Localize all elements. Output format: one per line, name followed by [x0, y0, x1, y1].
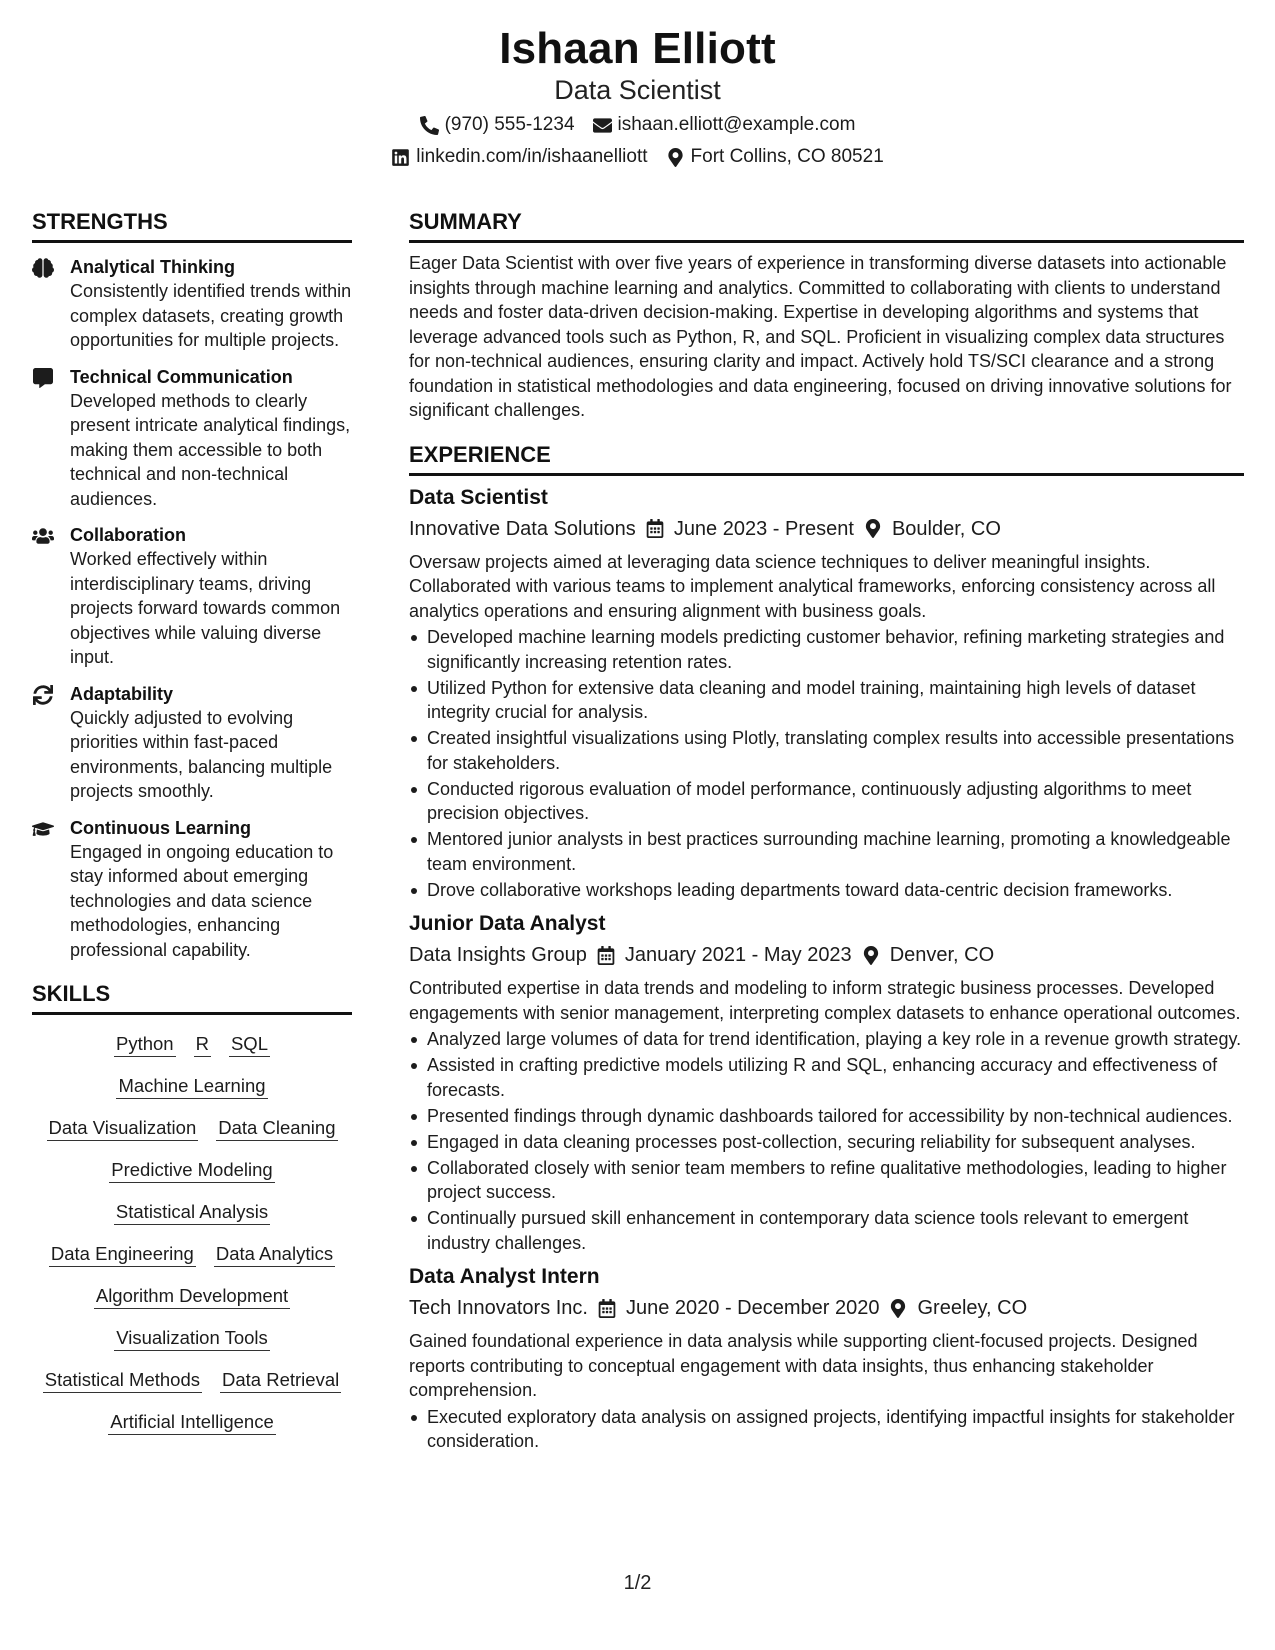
strength-item	[32, 816, 352, 963]
skill-tag: Artificial Intelligence	[108, 1409, 276, 1435]
skill-tag: R	[194, 1031, 211, 1057]
skill-tag: SQL	[229, 1031, 270, 1057]
strength-desc: Quickly adjusted to evolving priorities within fast-paced environments, balancing multiple projects smoothly.	[70, 707, 333, 801]
strengths-heading: STRENGTHS	[32, 208, 352, 243]
strength-title: Continuous Learning	[70, 817, 251, 838]
map-marker-icon	[889, 1299, 907, 1318]
brain-icon	[32, 258, 54, 278]
summary-heading: SUMMARY	[409, 208, 1244, 243]
job-location: Denver, CO	[889, 944, 995, 966]
bullet-item: Collaborated closely with senior team members to refine qualitative methodologies, leading to higher project success.	[409, 1156, 1244, 1205]
skill-tag: Python	[114, 1031, 176, 1057]
experience-heading: EXPERIENCE	[409, 441, 1244, 476]
skill-tag: Data Engineering	[49, 1241, 196, 1267]
job-title: Data Scientist	[409, 485, 548, 509]
map-marker-icon	[666, 148, 685, 167]
skill-tag: Visualization Tools	[114, 1325, 270, 1351]
bullet-item: Executed exploratory data analysis on assigned projects, identifying impactful insights for stakeholder consideration.	[409, 1405, 1244, 1454]
skill-tag: Predictive Modeling	[109, 1157, 274, 1183]
bullet-item: Continually pursued skill enhancement in contemporary data science tools relevant to emergent industry challenges.	[409, 1206, 1244, 1255]
bullet-item: Engaged in data cleaning processes post-collection, securing reliability for subsequent analyses.	[409, 1130, 1244, 1155]
strength-desc: Developed methods to clearly present intricate analytical findings, making them accessible to both technical and non-technical audiences.	[70, 390, 351, 509]
bullet-item: Mentored junior analysts in best practices surrounding machine learning, promoting a knowledgeable team environment.	[409, 827, 1244, 876]
contact-email[interactable]	[593, 112, 856, 138]
job-bullets	[409, 625, 1244, 902]
job-entry	[409, 484, 1244, 903]
bullet-item: Analyzed large volumes of data for trend identification, playing a key role in a revenue growth strategy.	[409, 1027, 1244, 1052]
contact-phone	[420, 112, 575, 138]
skills-list	[32, 1031, 352, 1435]
skill-tag: Data Visualization	[47, 1115, 199, 1141]
right-column	[409, 208, 1244, 1455]
bullet-item: Utilized Python for extensive data cleaning and model training, maintaining high levels of dataset integrity crucial for analysis.	[409, 676, 1244, 725]
candidate-title: Data Scientist	[554, 75, 721, 105]
comment-icon	[32, 368, 54, 388]
contact-row-2	[0, 144, 1275, 170]
summary-text: Eager Data Scientist with over five years of experience in transforming diverse datasets into actionable insights through machine learning and analytics. Committed to collaborating with clients to understand needs and foster data-driven decision-making. Expertise in developing algorithms and systems that leverage advanced tools such as Python, R, and SQL. Proficient in visualizing complex data structures for non-technical audiences, ensuring clarity and impact. Actively hold TS/SCI clearance and a strong foundation in statistical methodologies and data engineering, focused on driving innovative solutions for significant challenges.	[409, 253, 1232, 420]
company-name: Innovative Data Solutions	[409, 517, 636, 540]
job-bullets	[409, 1405, 1244, 1454]
bullet-item: Assisted in crafting predictive models utilizing R and SQL, enhancing accuracy and effectiveness of forecasts.	[409, 1053, 1244, 1102]
map-marker-icon	[862, 946, 880, 965]
envelope-icon	[593, 116, 612, 135]
strength-title: Technical Communication	[70, 366, 293, 387]
strength-desc: Consistently identified trends within complex datasets, creating growth opportunities for multiple projects.	[70, 281, 352, 350]
strength-item	[32, 523, 352, 670]
job-description: Oversaw projects aimed at leveraging data science techniques to deliver meaningful insights. Collaborated with various teams to implement analytical frameworks, enforcing consistency across all analytics operations and ensuring alignment with business goals.	[409, 551, 1216, 621]
job-description: Contributed expertise in data trends and modeling to inform strategic business processes. Developed engagements with senior management, interpreting complex datasets to enhance operational outcomes.	[409, 978, 1241, 1023]
sync-icon	[32, 685, 54, 705]
strength-desc: Engaged in ongoing education to stay informed about emerging technologies and data science methodologies, enhancing professional capability.	[70, 841, 334, 960]
company-name: Tech Innovators Inc.	[409, 1297, 588, 1319]
graduation-cap-icon	[32, 819, 54, 839]
strength-title: Collaboration	[70, 525, 186, 545]
linkedin-text: linkedin.com/in/ishaanelliott	[416, 146, 648, 167]
bullet-item: Created insightful visualizations using Plotly, translating complex results into accessible presentations for stakeholders.	[409, 726, 1244, 775]
strength-title: Analytical Thinking	[70, 257, 236, 277]
calendar-icon	[598, 1299, 616, 1318]
strength-item	[32, 255, 352, 353]
job-dates: January 2021 - May 2023	[624, 944, 852, 966]
phone-icon	[420, 116, 439, 135]
users-icon	[32, 526, 54, 546]
job-dates: June 2023 - Present	[673, 517, 854, 540]
skill-tag: Machine Learning	[116, 1073, 267, 1099]
job-dates: June 2020 - December 2020	[625, 1297, 880, 1319]
job-entry	[409, 910, 1244, 1255]
job-bullets	[409, 1027, 1244, 1255]
left-column	[32, 208, 352, 1435]
skill-tag: Data Cleaning	[216, 1115, 337, 1141]
skills-heading: SKILLS	[32, 980, 352, 1015]
contact-location	[666, 144, 884, 170]
map-marker-icon	[864, 519, 882, 538]
company-name: Data Insights Group	[409, 944, 587, 966]
contact-row-1	[0, 112, 1275, 138]
bullet-item: Presented findings through dynamic dashboards tailored for accessibility by non-technical audiences.	[409, 1104, 1244, 1129]
strength-desc: Worked effectively within interdisciplinary teams, driving projects forward towards common objectives while valuing diverse input.	[70, 549, 341, 667]
strengths-list	[32, 255, 352, 962]
strength-title: Adaptability	[70, 683, 174, 704]
strength-item	[32, 365, 352, 512]
contact-linkedin[interactable]	[391, 144, 647, 170]
skill-tag: Data Analytics	[214, 1241, 335, 1267]
job-entry	[409, 1263, 1244, 1454]
page-number: 1/2	[623, 1572, 652, 1594]
calendar-icon	[597, 946, 615, 965]
email-text: ishaan.elliott@example.com	[617, 114, 856, 135]
candidate-name: Ishaan Elliott	[499, 24, 776, 73]
job-meta	[409, 941, 1244, 969]
bullet-item: Developed machine learning models predicting customer behavior, refining marketing strategies and significantly increasing retention rates.	[409, 625, 1244, 674]
bullet-item: Drove collaborative workshops leading departments toward data-centric decision frameworks.	[409, 878, 1244, 903]
job-title: Data Analyst Intern	[409, 1265, 600, 1288]
job-meta	[409, 1294, 1244, 1322]
skill-tag: Statistical Analysis	[114, 1199, 270, 1225]
job-description: Gained foundational experience in data analysis while supporting client-focused projects. Designed reports contributing to conceptual engagement with data insights, thus enhancing stakeholder comprehension.	[409, 1331, 1198, 1400]
calendar-icon	[646, 519, 664, 538]
linkedin-icon	[391, 148, 410, 167]
job-title: Junior Data Analyst	[409, 912, 606, 935]
resume-header	[0, 22, 1275, 170]
bullet-item: Conducted rigorous evaluation of model performance, continuously adjusting algorithms to meet precision objectives.	[409, 777, 1244, 826]
job-meta	[409, 515, 1244, 543]
job-location: Greeley, CO	[917, 1297, 1028, 1319]
strength-item	[32, 682, 352, 804]
job-location: Boulder, CO	[891, 517, 1001, 540]
skill-tag: Algorithm Development	[94, 1283, 290, 1309]
location-text: Fort Collins, CO 80521	[690, 146, 884, 167]
phone-text: (970) 555-1234	[444, 114, 575, 135]
skill-tag: Data Retrieval	[220, 1367, 341, 1393]
skill-tag: Statistical Methods	[43, 1367, 202, 1393]
